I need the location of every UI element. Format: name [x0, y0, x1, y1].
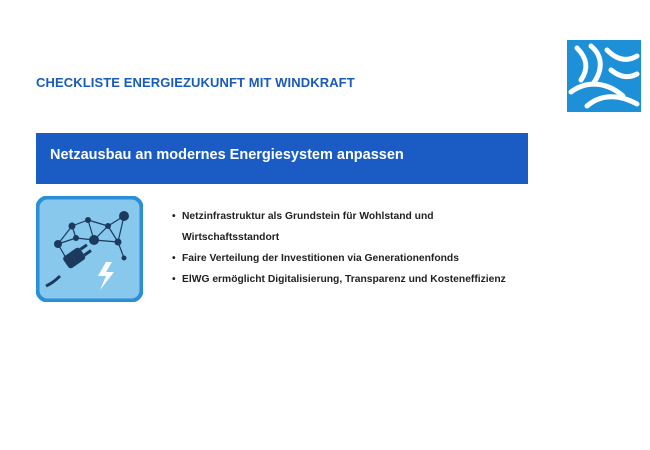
page-title: CHECKLISTE ENERGIEZUKUNFT MIT WINDKRAFT: [36, 75, 355, 90]
list-item: • Faire Verteilung der Investitionen via Generationenfonds: [172, 248, 532, 269]
section-title: Netzausbau an modernes Energiesystem anpassen: [50, 147, 404, 163]
list-item: • ElWG ermöglicht Digitalisierung, Transparenz und Kosteneffizienz: [172, 269, 532, 290]
list-item: • Netzinfrastruktur als Grundstein für Wohlstand und Wirtschaftsstandort: [172, 206, 532, 248]
wind-logo-icon: [567, 40, 641, 112]
bullet-list: [172, 206, 532, 290]
section-banner: [36, 133, 528, 184]
network-plug-icon: [36, 196, 143, 302]
